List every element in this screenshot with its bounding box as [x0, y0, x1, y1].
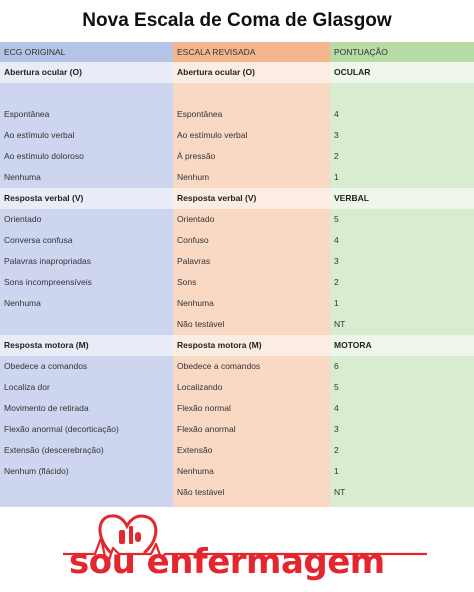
revised-cell: Orientado — [177, 214, 215, 224]
original-cell: Espontânea — [4, 109, 50, 119]
glasgow-table — [0, 42, 474, 507]
revised-cell: Espontânea — [177, 109, 223, 119]
original-cell: Resposta verbal (V) — [0, 188, 173, 209]
revised-cell: Ao estímulo verbal — [177, 130, 248, 140]
revised-cell: Nenhuma — [177, 466, 214, 476]
section-heading-row — [0, 62, 474, 83]
table-row — [0, 104, 474, 125]
score-cell: 3 — [334, 424, 339, 434]
revised-cell: Obedece a comandos — [177, 361, 261, 371]
score-cell: NT — [334, 487, 346, 497]
original-cell — [0, 482, 173, 503]
section-heading-row — [0, 188, 474, 209]
table-row — [0, 272, 474, 293]
original-cell: Nenhum (flácido) — [4, 466, 69, 476]
table-row — [0, 293, 474, 314]
table-row — [0, 125, 474, 146]
revised-cell: Palavras — [177, 256, 211, 266]
original-cell: Nenhuma — [4, 172, 41, 182]
original-cell: Movimento de retirada — [4, 403, 89, 413]
score-cell: OCULAR — [330, 62, 474, 83]
score-cell: 4 — [334, 235, 339, 245]
score-cell: 4 — [334, 403, 339, 413]
revised-cell: Flexão anormal — [177, 424, 236, 434]
table-row — [0, 167, 474, 188]
page-title: Nova Escala de Coma de Glasgow — [82, 10, 392, 31]
original-cell: Palavras inapropriadas — [4, 256, 91, 266]
revised-cell: Abertura ocular (O) — [173, 62, 330, 83]
original-cell: Obedece a comandos — [4, 361, 88, 371]
original-cell: Ao estímulo verbal — [4, 130, 75, 140]
original-cell: Ao estímulo doloroso — [4, 151, 84, 161]
score-cell: MOTORA — [330, 335, 474, 356]
revised-cell: Nenhuma — [177, 298, 214, 308]
score-cell: NT — [334, 319, 346, 329]
original-cell: Localiza dor — [4, 382, 50, 392]
original-cell: Extensão (descerebração) — [4, 445, 104, 455]
table-row — [0, 251, 474, 272]
table-row — [0, 230, 474, 251]
revised-cell: Flexão normal — [177, 403, 231, 413]
table-row — [0, 314, 474, 335]
revised-cell: Não testável — [177, 487, 225, 497]
original-cell — [0, 314, 173, 335]
revised-cell: À pressão — [177, 151, 216, 161]
score-cell: 1 — [334, 172, 339, 182]
original-cell: Sons incompreensíveis — [4, 277, 92, 287]
original-cell: Flexão anormal (decorticação) — [4, 424, 119, 434]
score-cell: 2 — [334, 151, 339, 161]
table-row — [0, 209, 474, 230]
score-cell — [330, 83, 474, 104]
original-cell: Nenhuma — [4, 298, 41, 308]
header-original: ECG ORIGINAL — [0, 42, 173, 62]
revised-cell: Confuso — [177, 235, 209, 245]
revised-cell: Extensão — [177, 445, 213, 455]
table-row — [0, 398, 474, 419]
revised-cell — [173, 83, 330, 104]
table-header — [0, 42, 474, 62]
revised-cell: Sons — [177, 277, 197, 287]
original-cell: Resposta motora (M) — [0, 335, 173, 356]
score-cell: 2 — [334, 277, 339, 287]
table-row — [0, 146, 474, 167]
table-row — [0, 83, 474, 104]
score-cell: 6 — [334, 361, 339, 371]
logo-text: sou enfermagem — [69, 542, 385, 582]
section-heading-row — [0, 335, 474, 356]
original-cell: Orientado — [4, 214, 42, 224]
table-row — [0, 356, 474, 377]
original-cell — [0, 83, 173, 104]
revised-cell: Localizando — [177, 382, 223, 392]
score-cell: 3 — [334, 256, 339, 266]
score-cell: 5 — [334, 382, 339, 392]
sou-enfermagem-logo — [55, 508, 435, 592]
score-cell: 2 — [334, 445, 339, 455]
header-revised: ESCALA REVISADA — [173, 42, 330, 62]
score-cell: VERBAL — [330, 188, 474, 209]
revised-cell: Resposta motora (M) — [173, 335, 330, 356]
revised-cell: Nenhum — [177, 172, 210, 182]
original-cell: Conversa confusa — [4, 235, 73, 245]
table-row — [0, 482, 474, 503]
header-score: PONTUAÇÃO — [330, 42, 474, 62]
score-cell: 4 — [334, 109, 339, 119]
table-row — [0, 461, 474, 482]
revised-cell: Não testável — [177, 319, 225, 329]
score-cell: 3 — [334, 130, 339, 140]
score-cell: 5 — [334, 214, 339, 224]
table-row — [0, 419, 474, 440]
table-row — [0, 377, 474, 398]
score-cell: 1 — [334, 466, 339, 476]
table-row — [0, 440, 474, 461]
revised-cell: Resposta verbal (V) — [173, 188, 330, 209]
score-cell: 1 — [334, 298, 339, 308]
original-cell: Abertura ocular (O) — [0, 62, 173, 83]
